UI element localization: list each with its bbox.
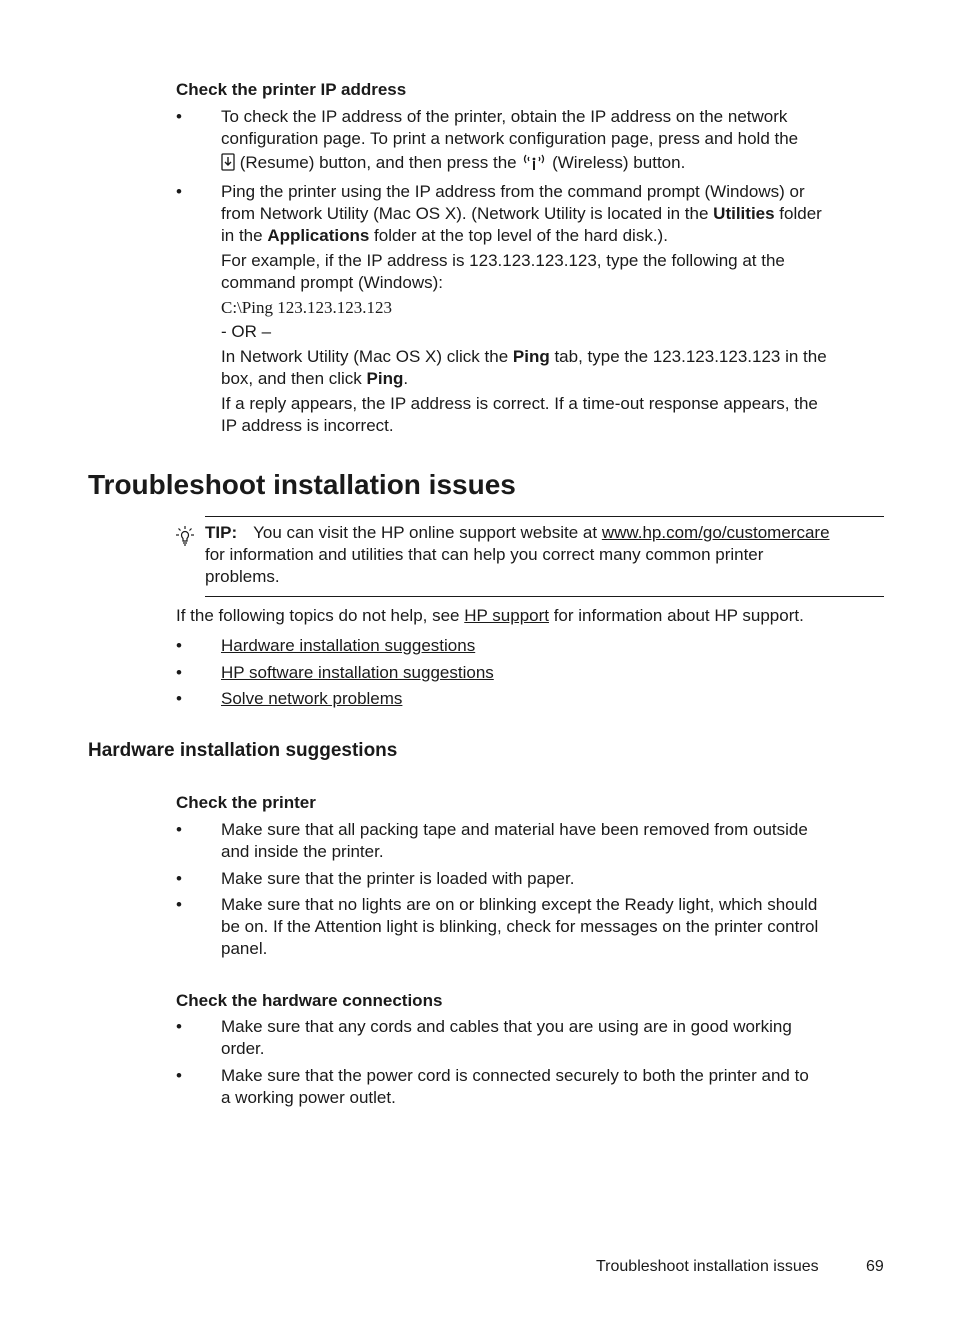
bullet: •	[176, 820, 182, 839]
text: If the following topics do not help, see	[176, 606, 465, 625]
link-network-problems[interactable]: Solve network problems	[221, 689, 403, 708]
tip-label: TIP:	[205, 523, 238, 542]
text-line	[221, 152, 881, 174]
text-line: problems.	[205, 567, 280, 586]
page-title: Troubleshoot installation issues	[88, 469, 516, 500]
text: You can visit the HP online support website at	[253, 523, 602, 542]
page-number: 69	[866, 1258, 884, 1275]
reply-paragraph	[221, 393, 881, 437]
text-line: Make sure that any cords and cables that you are using are in good working	[221, 1017, 792, 1036]
bullet: •	[176, 1017, 182, 1036]
bullet: •	[176, 1066, 182, 1085]
text-line: a working power outlet.	[221, 1088, 396, 1107]
tip-box	[205, 522, 885, 588]
hp-support-link[interactable]: HP support	[464, 606, 549, 625]
text-line	[221, 225, 881, 247]
text-line: For example, if the IP address is 123.123.123.123, type the following at the	[221, 251, 785, 270]
text-line: Make sure that the printer is loaded with paper.	[221, 869, 575, 888]
text: (Resume) button, and then press the	[239, 153, 517, 172]
subheading-check-printer: Check the printer	[176, 793, 316, 812]
bold-text: Ping	[512, 347, 550, 366]
resume-icon	[221, 153, 235, 171]
list-item	[221, 1065, 881, 1109]
text-line	[221, 368, 881, 390]
bullet: •	[176, 869, 182, 888]
bullet: •	[176, 689, 182, 708]
link-hardware-installation[interactable]: Hardware installation suggestions	[221, 636, 476, 655]
text-line: order.	[221, 1039, 265, 1058]
list-item	[221, 894, 881, 960]
text-line: configuration page. To print a network configuration page, press and hold the	[221, 129, 799, 148]
text: folder	[774, 204, 822, 223]
tip-bottom-rule	[205, 596, 884, 597]
bullet: •	[176, 663, 182, 682]
list-item	[221, 868, 881, 890]
network-utility-paragraph	[221, 346, 881, 390]
text-line: panel.	[221, 939, 268, 958]
text-line: Ping the printer using the IP address from the command prompt (Windows) or	[221, 182, 805, 201]
text-line: Make sure that the power cord is connected securely to both the printer and to	[221, 1066, 809, 1085]
customercare-link[interactable]: www.hp.com/go/customercare	[601, 523, 830, 542]
footer-section-title: Troubleshoot installation issues	[596, 1258, 819, 1275]
text-line: Make sure that all packing tape and material have been removed from outside	[221, 820, 808, 839]
text: folder at the top level of the hard disk.).	[369, 226, 668, 245]
subheading-check-hardware: Check the hardware connections	[176, 991, 443, 1010]
list-item	[221, 819, 881, 863]
bullet: •	[176, 895, 182, 914]
text: (Wireless) button.	[552, 153, 686, 172]
text-line: command prompt (Windows):	[221, 273, 444, 292]
text-line: for information and utilities that can help you correct many common printer	[205, 545, 764, 564]
example-paragraph	[221, 250, 881, 294]
text-line	[205, 522, 885, 544]
link-software-installation[interactable]: HP software installation suggestions	[221, 663, 494, 682]
text-line: be on. If the Attention light is blinking, check for messages on the printer control	[221, 917, 819, 936]
lightbulb-icon	[174, 525, 196, 547]
text-line: To check the IP address of the printer, obtain the IP address on the network	[221, 107, 788, 126]
list-item-check-ip	[221, 106, 881, 174]
text-line	[221, 203, 881, 225]
wireless-icon	[521, 153, 547, 171]
text: box, and then click	[221, 369, 367, 388]
text: In Network Utility (Mac OS X) click the	[221, 347, 513, 366]
section-heading-hardware: Hardware installation suggestions	[88, 740, 398, 761]
text: tab, type the 123.123.123.123 in the	[549, 347, 827, 366]
bullet: •	[176, 182, 182, 201]
text: .	[403, 369, 409, 388]
bullet: •	[176, 107, 182, 126]
text: for information about HP support.	[548, 606, 804, 625]
text-line	[221, 346, 881, 368]
tip-top-rule	[205, 516, 884, 517]
bold-text: Utilities	[713, 204, 775, 223]
text-line: and inside the printer.	[221, 842, 384, 861]
or-separator: - OR –	[221, 322, 272, 341]
list-item-ping	[221, 181, 881, 247]
text-line: IP address is incorrect.	[221, 416, 394, 435]
bullet: •	[176, 636, 182, 655]
bold-text: Ping	[366, 369, 404, 388]
bold-text: Applications	[267, 226, 370, 245]
subheading-check-ip: Check the printer IP address	[176, 80, 407, 99]
list-item	[221, 1016, 881, 1060]
text: in the	[221, 226, 268, 245]
text-line: If a reply appears, the IP address is correct. If a time-out response appears, the	[221, 394, 818, 413]
text: from Network Utility (Mac OS X). (Network Utility is located in the	[221, 204, 714, 223]
command-text: C:\Ping 123.123.123.123	[221, 298, 392, 317]
intro-paragraph	[176, 605, 886, 627]
text-line: Make sure that no lights are on or blinking except the Ready light, which should	[221, 895, 818, 914]
